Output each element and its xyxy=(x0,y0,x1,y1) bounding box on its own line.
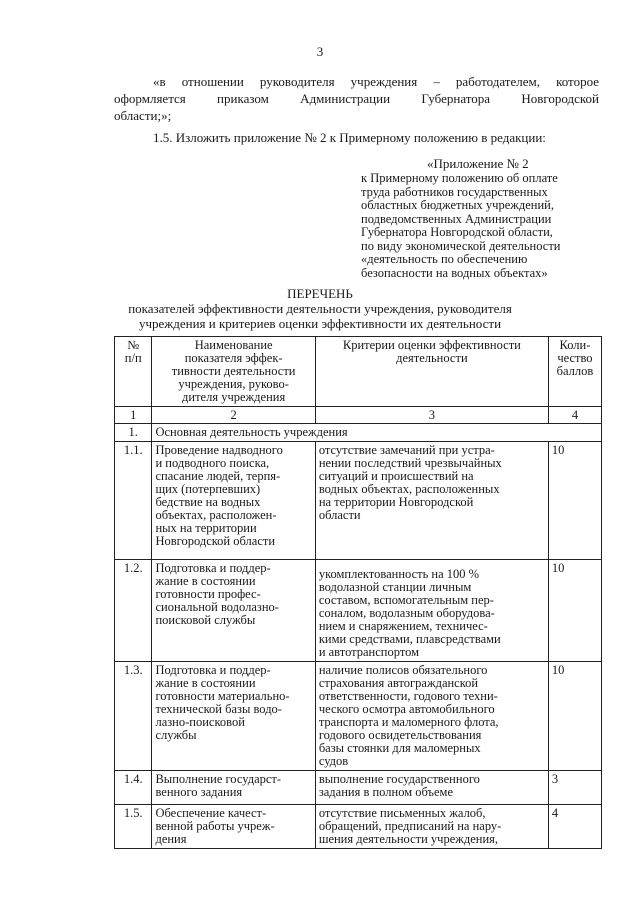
cell-line: наличие полисов обязательного xyxy=(318,663,488,677)
cell-line: бедствие на водных xyxy=(155,495,261,509)
item-1-5-text: 1.5. Изложить приложение № 2 к Примерному положению в редакции: xyxy=(153,130,546,145)
row-criteria xyxy=(315,560,548,662)
row-criteria xyxy=(315,442,548,560)
cell-line: Проведение надводного xyxy=(155,443,283,457)
column-number: 4 xyxy=(548,407,601,424)
cell-line: судов xyxy=(318,754,349,768)
cell-line: дения xyxy=(155,832,187,846)
cell-line: укомплектованность на 100 % xyxy=(318,567,480,581)
column-number: 1 xyxy=(115,407,152,424)
header-text: показателя эффек- xyxy=(184,351,283,365)
cell-line: отсутствие замечаний при устра- xyxy=(318,443,495,457)
appendix-description xyxy=(361,172,597,280)
cell-line: задания в полном объеме xyxy=(318,785,454,799)
cell-line: нении последствий чрезвычайных xyxy=(318,456,502,470)
row-criteria xyxy=(315,805,548,849)
row-indicator xyxy=(152,560,315,662)
table-row xyxy=(115,442,602,560)
row-points: 3 xyxy=(548,771,601,805)
cell-line: венной работы учреж- xyxy=(155,819,275,833)
row-indicator xyxy=(152,442,315,560)
cell-line: обращений, предписаний на нару- xyxy=(318,819,502,833)
cell-line: страхования автогражданской xyxy=(318,676,479,690)
cell-line: службы xyxy=(155,728,197,742)
table-row xyxy=(115,560,602,662)
cell-line: жание в состоянии xyxy=(155,676,256,690)
header-text: чество xyxy=(557,351,593,365)
table-row xyxy=(115,805,602,849)
column-number: 3 xyxy=(315,407,548,424)
cell-line: Обеспечение качест- xyxy=(155,806,267,820)
appendix-line: «деятельность по обеспечению xyxy=(361,252,528,266)
list-subtitle-line: учреждения и критериев оценки эффективности их деятельности xyxy=(138,316,502,331)
cell-line: соналом, водолазным оборудова- xyxy=(318,606,495,620)
row-number: 1.5. xyxy=(115,805,152,849)
cell-line: щих (потерпевших) xyxy=(155,482,261,496)
list-subtitle-line: показателей эффективности деятельности учреждения, руководителя xyxy=(128,301,512,316)
row-points: 10 xyxy=(548,560,601,662)
cell-line: ответственности, годового техни- xyxy=(318,689,498,703)
row-number: 1.4. xyxy=(115,771,152,805)
table-row xyxy=(115,771,602,805)
table-header-row xyxy=(115,337,602,407)
cell-line: поисковой службы xyxy=(155,613,256,627)
cell-line: на территории Новгородской xyxy=(318,495,474,509)
cell-line: транспорта и маломерного флота, xyxy=(318,715,499,729)
cell-line: спасание людей, терпя- xyxy=(155,469,281,483)
header-text: № xyxy=(127,338,140,352)
cell-line: и подводного поиска, xyxy=(155,456,270,470)
header-text: учреждения, руково- xyxy=(178,377,289,391)
section-title: Основная деятельность учреждения xyxy=(152,424,602,442)
header-col-number xyxy=(115,337,152,407)
cell-line: ситуаций и происшествий на xyxy=(318,469,474,483)
list-subtitle xyxy=(0,301,640,331)
appendix-line: по виду экономической деятельности xyxy=(361,238,561,253)
cell-line: выполнение государственного xyxy=(318,772,480,786)
cell-line: Новгородской области xyxy=(155,534,276,548)
header-text: баллов xyxy=(556,364,594,378)
row-criteria xyxy=(315,662,548,771)
header-col-indicator xyxy=(152,337,315,407)
cell-line: жание в состоянии xyxy=(155,574,256,588)
header-text: дителя учреждения xyxy=(182,390,286,404)
column-number: 2 xyxy=(152,407,315,424)
header-text: Коли- xyxy=(559,338,591,352)
page-number: 3 xyxy=(316,44,324,59)
cell-line: объектах, расположен- xyxy=(155,508,277,522)
header-text: Критерии оценки эффективности xyxy=(342,338,521,352)
section-number: 1. xyxy=(115,424,152,442)
row-indicator xyxy=(152,771,315,805)
row-number: 1.1. xyxy=(115,442,152,560)
row-number: 1.2. xyxy=(115,560,152,662)
list-title: ПЕРЕЧЕНЬ xyxy=(287,286,353,301)
cell-line: нием и снаряжением, техничес- xyxy=(318,619,488,633)
cell-line: водолазной станции личным xyxy=(318,580,472,594)
section-row xyxy=(115,424,602,442)
cell-line: водных объектах, расположенных xyxy=(318,482,500,496)
intro-line-1: «в отношении руководителя учреждения – работодателем, которое xyxy=(153,74,599,89)
header-text: тивности деятельности xyxy=(171,364,296,378)
cell-line: готовности материально- xyxy=(155,689,290,703)
cell-line: кими средствами, плавсредствами xyxy=(318,632,501,646)
table-row xyxy=(115,662,602,771)
column-number-row xyxy=(115,407,602,424)
header-text: деятельности xyxy=(396,351,468,365)
cell-line: готовности профес- xyxy=(155,587,261,601)
header-text: Наименование xyxy=(194,338,273,352)
cell-line: отсутствие письменных жалоб, xyxy=(318,806,486,820)
indicators-table xyxy=(114,336,602,849)
appendix-line: к Примерному положению об оплате xyxy=(361,171,558,185)
appendix-line: подведомственных Администрации xyxy=(361,211,552,226)
appendix-line: безопасности на водных объектах» xyxy=(361,265,548,280)
row-indicator xyxy=(152,662,315,771)
row-criteria xyxy=(315,771,548,805)
cell-line: составом, вспомогательным пер- xyxy=(318,593,494,607)
row-points: 10 xyxy=(548,442,601,560)
cell-line: Выполнение государст- xyxy=(155,772,282,786)
cell-line: ных на территории xyxy=(155,521,257,535)
cell-line: базы стоянки для маломерных xyxy=(318,741,481,755)
cell-line: области xyxy=(318,508,361,522)
cell-line: лазно-поисковой xyxy=(155,715,245,729)
row-points: 4 xyxy=(548,805,601,849)
cell-line: шения деятельности учреждения, xyxy=(318,832,499,846)
header-text: п/п xyxy=(124,351,142,365)
cell-line: Подготовка и поддер- xyxy=(155,663,271,677)
header-col-criteria xyxy=(315,337,548,407)
appendix-line: Губернатора Новгородской области, xyxy=(361,225,553,239)
appendix-line: труда работников государственных xyxy=(361,184,548,199)
cell-line: венного задания xyxy=(155,785,243,799)
row-points: 10 xyxy=(548,662,601,771)
intro-line-2: оформляется приказом Администрации Губернатора Новгородской xyxy=(114,91,599,106)
row-indicator xyxy=(152,805,315,849)
row-number: 1.3. xyxy=(115,662,152,771)
cell-line: Подготовка и поддер- xyxy=(155,561,271,575)
cell-line: и автотранспортом xyxy=(318,645,420,659)
intro-line-3: области;»; xyxy=(114,108,172,123)
appendix-line: областных бюджетных учреждений, xyxy=(361,198,554,212)
appendix-title: «Приложение № 2 xyxy=(427,156,529,171)
cell-line: годового освидетельствования xyxy=(318,728,482,742)
header-col-points xyxy=(548,337,601,407)
cell-line: сиональной водолазно- xyxy=(155,600,279,614)
cell-line: технической базы водо- xyxy=(155,702,282,716)
cell-line: ческого осмотра автомобильного xyxy=(318,702,495,716)
